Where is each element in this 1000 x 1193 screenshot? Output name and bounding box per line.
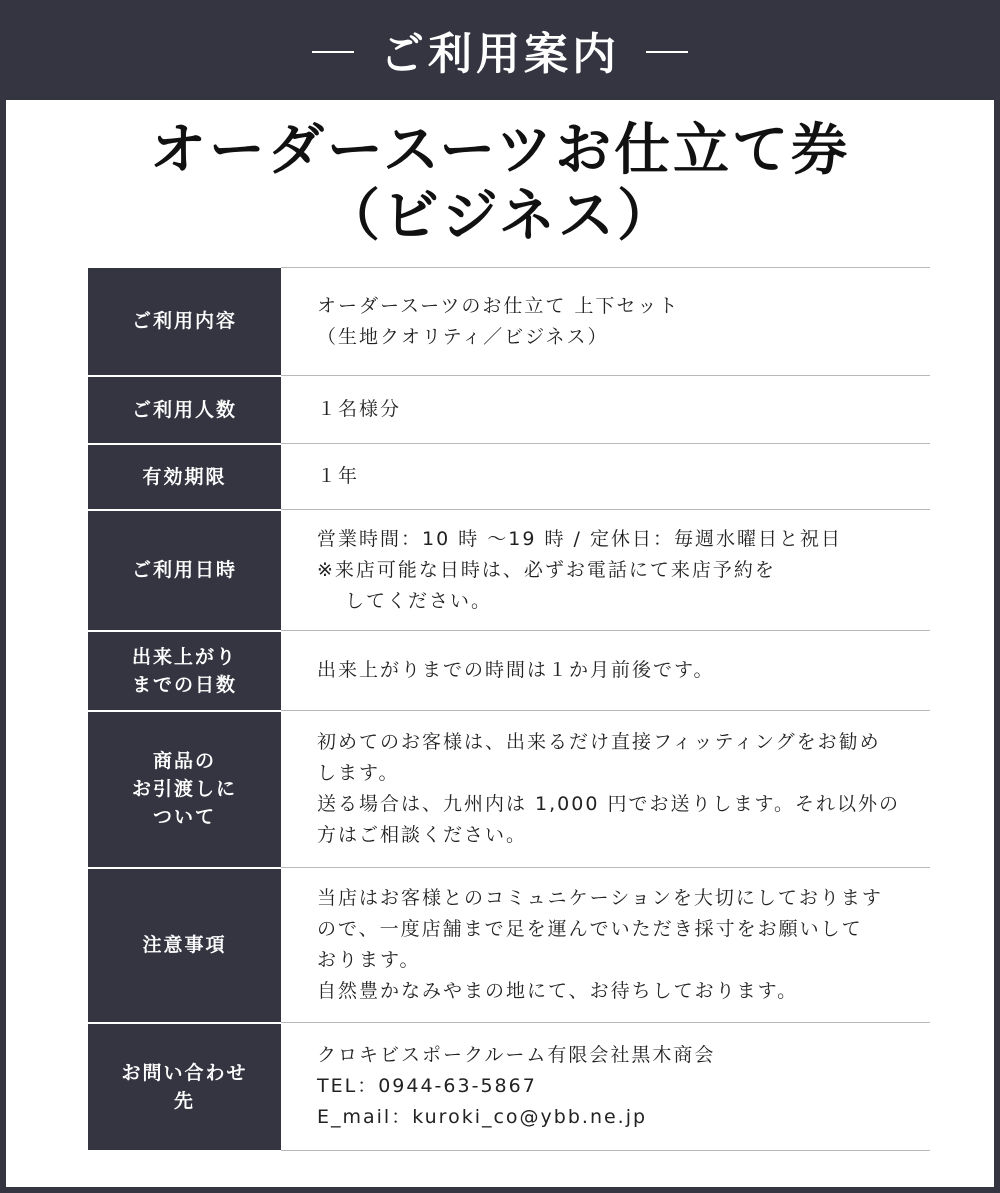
row-value-line: おります。 (317, 949, 421, 971)
row-label-line: 出来上がり (131, 645, 237, 668)
row-label (88, 1023, 281, 1151)
shop-name: クロキビスポークルーム有限会社黒木商会 (317, 1044, 716, 1066)
table-row-notes (88, 868, 930, 1023)
header-title: ご利用案内 (380, 29, 620, 80)
table-row-usage (88, 268, 930, 376)
row-label-line: ご利用日時 (131, 559, 237, 581)
row-value-line: してください。 (345, 589, 493, 612)
email-address: E_mail：kuroki_co@ybb.ne.jp (317, 1106, 648, 1128)
row-label (88, 631, 281, 711)
row-value-line: １年 (317, 465, 360, 487)
row-value-line: 当店はお客様とのコミュニケーションを大切にしております (317, 887, 883, 909)
row-label-line: お引渡しに (131, 778, 237, 800)
row-value-line: ※来店可能な日時は、必ずお電話にて来店予約を (317, 558, 776, 581)
row-value-line: オーダースーツのお仕立て 上下セット (317, 294, 680, 317)
row-label (88, 711, 281, 868)
table-row-completion (88, 631, 930, 711)
row-label-line: ついて (152, 806, 216, 828)
row-value (281, 631, 930, 711)
voucher-title-line1: オーダースーツお仕立て券 (149, 118, 851, 183)
table-row-people (88, 376, 930, 444)
table-row-validity (88, 444, 930, 510)
row-label (88, 444, 281, 510)
table-row-contact (88, 1023, 930, 1151)
header-dash-left (312, 51, 354, 53)
row-label-line: 有効期限 (142, 465, 227, 488)
row-label-line: ご利用内容 (131, 310, 237, 332)
row-value (281, 268, 930, 376)
table-row-delivery (88, 711, 930, 868)
row-label-line: 注意事項 (142, 934, 227, 956)
table-row-hours (88, 510, 930, 631)
row-label-line: お問い合わせ (121, 1061, 248, 1084)
row-label (88, 868, 281, 1023)
row-value (281, 868, 930, 1023)
content-panel (6, 100, 994, 1187)
row-value (281, 711, 930, 868)
header-dash-right (646, 51, 688, 53)
row-value (281, 1023, 930, 1151)
row-value (281, 376, 930, 444)
row-value-line: （生地クオリティ／ビジネス） (317, 325, 609, 348)
row-value-line: 自然豊かなみやまの地にて、お待ちしております。 (317, 980, 799, 1002)
row-value-line: 送る場合は、九州内は 1,000 円でお送りします。それ以外の (317, 793, 900, 815)
row-value (281, 444, 930, 510)
row-label-line: 商品の (152, 750, 216, 772)
row-label-line: 先 (173, 1089, 195, 1112)
row-label-line: ご利用人数 (131, 398, 237, 421)
row-value-line: 出来上がりまでの時間は１か月前後です。 (317, 659, 715, 681)
row-label (88, 268, 281, 376)
section-header (0, 0, 1000, 100)
row-value-line: 方はご相談ください。 (317, 824, 528, 846)
row-value-line: 初めてのお客様は、出来るだけ直接フィッティングをお勧め (317, 731, 881, 753)
row-label-line: までの日数 (131, 673, 237, 696)
phone-number: TEL：0944-63-5867 (317, 1075, 537, 1097)
info-table (88, 267, 930, 1152)
row-label (88, 510, 281, 631)
row-value-line: １名様分 (317, 398, 402, 420)
row-value-line: ので、一度店舗まで足を運んでいただき採寸をお願いして (317, 918, 863, 940)
voucher-title (6, 118, 994, 250)
row-value (281, 510, 930, 631)
row-value-line: します。 (317, 762, 400, 784)
row-label (88, 376, 281, 444)
voucher-title-line2: （ビジネス） (323, 184, 677, 249)
row-value-line: 営業時間：10 時 〜19 時 / 定休日：毎週水曜日と祝日 (317, 527, 842, 550)
